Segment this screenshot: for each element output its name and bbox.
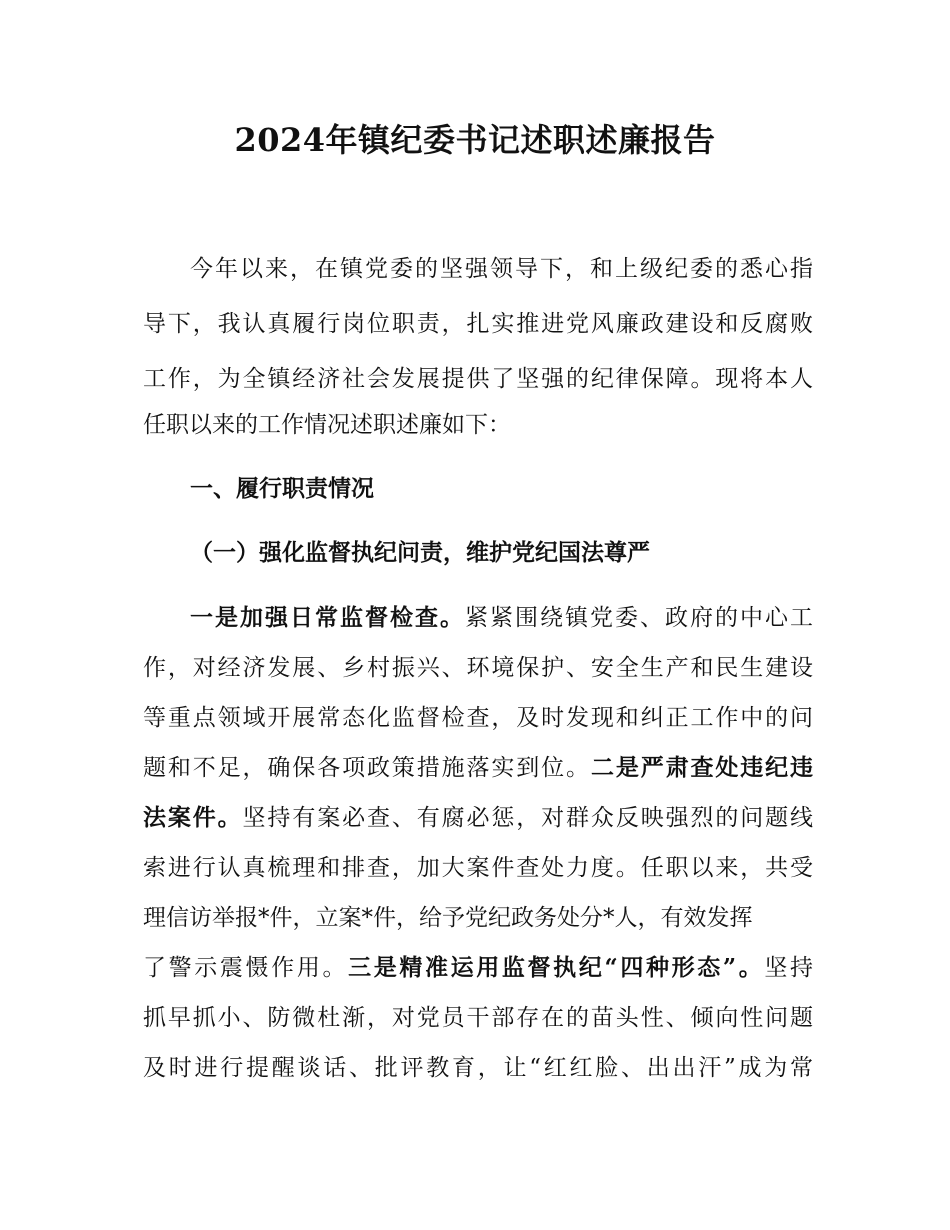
body-line: 等重点领域开展常态化监督检查，及时发现和纠正工作中的问 (143, 705, 813, 731)
intro-line: 导下，我认真履行岗位职责，扎实推进党风廉政建设和反腐败 (143, 311, 813, 337)
subsection-heading: （一）强化监督执纪问责，维护党纪国法尊严 (190, 539, 650, 566)
intro-line: 任职以来的工作情况述职述廉如下： (143, 412, 511, 438)
body-text: 题和不足，确保各项政策措施落实到位。 (143, 755, 591, 781)
body-line (143, 953, 813, 983)
body-line: 理信访举报*件，立案*件，给予党纪政务处分*人，有效发挥 (143, 905, 753, 931)
body-text: 了警示震慑作用。 (143, 955, 349, 981)
body-line: 索进行认真梳理和排查，加大案件查处力度。任职以来，共受 (143, 855, 813, 881)
body-text: 紧紧围绕镇党委、政府的中心工 (465, 605, 813, 631)
document-title: 2024年镇纪委书记述职述廉报告 (234, 121, 716, 159)
point-three-heading: 三是精准运用监督执纪“四种形态”。 (348, 954, 765, 981)
body-text: 坚持 (764, 955, 813, 981)
body-line: 作，对经济发展、乡村振兴、环境保护、安全生产和民生建设 (143, 655, 813, 681)
body-line (143, 753, 813, 783)
body-line (143, 803, 813, 833)
section-heading: 一、履行职责情况 (190, 475, 374, 502)
point-two-heading: 二是严肃查处违纪违 (590, 754, 813, 781)
point-one-heading: 一是加强日常监督检查。 (190, 604, 465, 631)
intro-line: 工作，为全镇经济社会发展提供了坚强的纪律保障。现将本人 (143, 366, 813, 392)
body-line: 抓早抓小、防微杜渐，对党员干部存在的苗头性、倾向性问题 (143, 1005, 813, 1031)
body-line (190, 603, 813, 633)
point-two-heading-cont: 法案件。 (143, 804, 243, 831)
body-text: 坚持有案必查、有腐必惩，对群众反映强烈的问题线 (242, 805, 813, 831)
body-line: 及时进行提醒谈话、批评教育，让“红红脸、出出汗”成为常 (143, 1055, 813, 1081)
intro-line: 今年以来，在镇党委的坚强领导下，和上级纪委的悉心指 (190, 256, 813, 282)
